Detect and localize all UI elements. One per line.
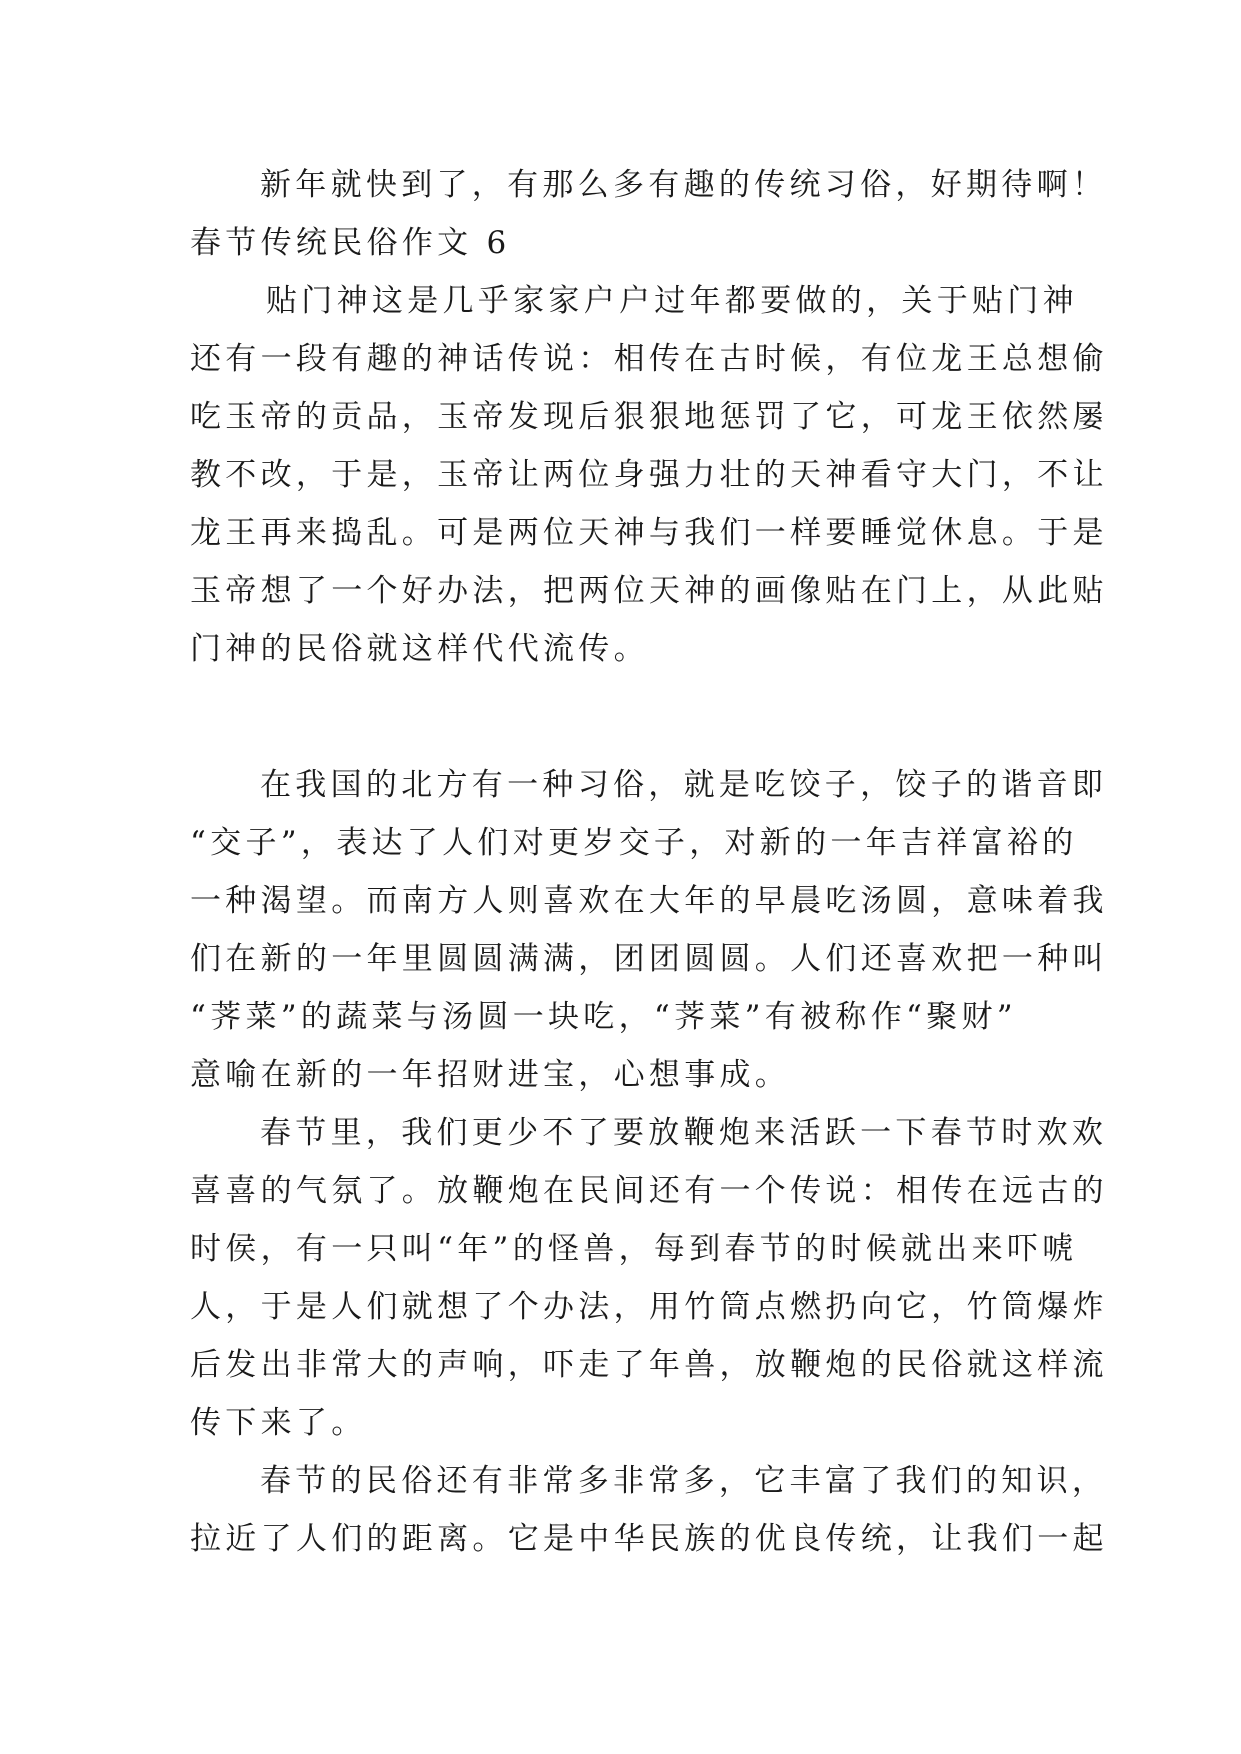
text-line: 春节的民俗还有非常多非常多，它丰富了我们的知识， (260, 1463, 1108, 1499)
text-line: 喜喜的气氛了。放鞭炮在民间还有一个传说：相传在远古的 (190, 1173, 1108, 1209)
text-line: 门神的民俗就这样代代流传。 (190, 631, 649, 667)
text-line: 还有一段有趣的神话传说：相传在古时候，有位龙王总想偷 (190, 341, 1108, 377)
text-line: 贴门神这是几乎家家户户过年都要做的，关于贴门神 (266, 283, 1078, 319)
text-line: 教不改，于是，玉帝让两位身强力壮的天神看守大门，不让 (190, 457, 1108, 493)
text-line: “交子”，表达了人们对更岁交子，对新的一年吉祥富裕的 (190, 825, 1078, 861)
text-line: 在我国的北方有一种习俗，就是吃饺子，饺子的谐音即 (260, 767, 1108, 803)
text-line: 龙王再来捣乱。可是两位天神与我们一样要睡觉休息。于是 (190, 515, 1108, 551)
text-line: 一种渴望。而南方人则喜欢在大年的早晨吃汤圆，意味着我 (190, 883, 1108, 919)
paragraph-door-gods (190, 272, 1108, 678)
text-line: 人，于是人们就想了个办法，用竹筒点燃扔向它，竹筒爆炸 (190, 1289, 1108, 1325)
paragraph-firecrackers (190, 1104, 1108, 1452)
paragraph-intro (190, 156, 1108, 214)
paragraph-spacer (190, 678, 1052, 756)
text-line: 春节里，我们更少不了要放鞭炮来活跃一下春节时欢欢 (260, 1115, 1108, 1151)
paragraph-conclusion (190, 1452, 1108, 1568)
paragraph-dumplings (190, 756, 1108, 1104)
text-line: 传下来了。 (190, 1405, 367, 1441)
text-line: 拉近了人们的距离。它是中华民族的优良传统，让我们一起 (190, 1521, 1108, 1557)
text-line: “荠菜”的蔬菜与汤圆一块吃，“荠菜”有被称作“聚财” (190, 999, 1017, 1035)
text-line: 新年就快到了，有那么多有趣的传统习俗，好期待啊！ (260, 167, 1108, 203)
document-body (190, 156, 1108, 1568)
section-heading (190, 214, 1052, 272)
heading-line: 春节传统民俗作文 6 (190, 225, 511, 261)
text-line: 时侯，有一只叫“年”的怪兽，每到春节的时候就出来吓唬 (190, 1231, 1078, 1267)
text-line: 意喻在新的一年招财进宝，心想事成。 (190, 1057, 791, 1093)
text-line: 玉帝想了一个好办法，把两位天神的画像贴在门上，从此贴 (190, 573, 1108, 609)
text-line: 吃玉帝的贡品，玉帝发现后狠狠地惩罚了它，可龙王依然屡 (190, 399, 1108, 435)
text-line: 后发出非常大的声响，吓走了年兽，放鞭炮的民俗就这样流 (190, 1347, 1108, 1383)
text-line: 们在新的一年里圆圆满满，团团圆圆。人们还喜欢把一种叫 (190, 941, 1108, 977)
